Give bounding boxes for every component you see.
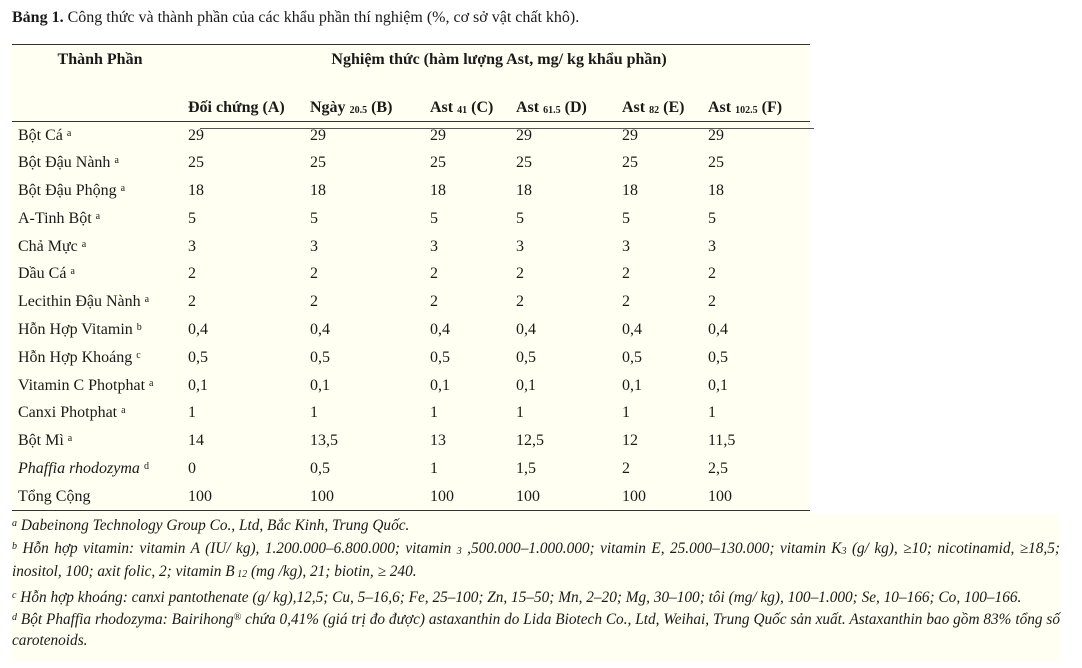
value-cell: 1 <box>430 404 438 422</box>
table-row <box>12 260 810 288</box>
value-cell: 25 <box>310 154 326 172</box>
table-row <box>12 455 810 483</box>
value-cell: 1 <box>516 404 524 422</box>
value-cell: 29 <box>622 126 638 144</box>
value-cell: 100 <box>304 483 424 511</box>
value-cell: 2 <box>188 293 196 311</box>
footnote-a: $^a$ Dabeinong Technology Group Co., Ltd, Bắc Kinh, Trung Quốc. <box>12 517 410 534</box>
value-cell: 2,5 <box>708 459 728 477</box>
ingredient-name: Vitamin C Photphat $^a$ <box>18 376 154 394</box>
table-row <box>12 344 810 372</box>
footnote-b: $^b$ Hỗn hợp vitamin: vitamin A (IU/ kg), 1.200.000–6.800.000; vitamin $_3$ ,500.000–1.000.000; vitamin E, 25.000–130.000; vitamin $K_3$ (g/ kg), ≥10; nicotinamid, ≥18,5; inositol, 100; axit folic, 2; vitamin B $_{12}$ (mg /kg), 21; biotin, ≥ 240. <box>12 539 1061 580</box>
value-cell: 13 <box>430 432 446 450</box>
header-divider <box>200 128 814 129</box>
value-cell: 3 <box>622 237 630 255</box>
value-cell: 29 <box>430 126 446 144</box>
value-cell: 2 <box>622 459 630 477</box>
value-cell: 0,4 <box>622 320 642 338</box>
footnote-c: $^c$ Hỗn hợp khoáng: canxi pantothenate (g/ kg),12,5; Cu, 5–16,6; Fe, 25–100; Zn, 15–50; Mn, 2–20; Mg, 30–100; tôi (mg/ kg), 100–1.000; Se, 10–166; Co, 100–166. <box>12 588 1022 606</box>
value-cell: 14 <box>188 432 204 450</box>
value-cell: 0,5 <box>708 348 728 366</box>
value-cell: 0,4 <box>188 320 208 338</box>
value-cell: 3 <box>516 237 524 255</box>
table-row <box>12 483 810 511</box>
value-cell: 5 <box>622 209 630 227</box>
table-row <box>12 233 810 261</box>
value-cell: 2 <box>310 265 318 283</box>
value-cell: 0,1 <box>310 376 330 394</box>
value-cell: 0,5 <box>188 348 208 366</box>
value-cell: 18 <box>430 181 446 199</box>
value-cell: 5 <box>516 209 524 227</box>
value-cell: 0,5 <box>622 348 642 366</box>
value-cell: 100 <box>424 483 510 511</box>
value-cell: 25 <box>516 154 532 172</box>
value-cell: 5 <box>708 209 716 227</box>
value-cell: 3 <box>430 237 438 255</box>
header-treatments: Nghiệm thức (hàm lượng Ast, mg/ kg khẩu phần) <box>182 45 810 86</box>
table-row <box>12 399 810 427</box>
value-cell: 12,5 <box>516 432 544 450</box>
value-cell: 0,1 <box>622 376 642 394</box>
value-cell: 2 <box>708 293 716 311</box>
value-cell: 5 <box>430 209 438 227</box>
value-cell: 0,1 <box>516 376 536 394</box>
value-cell: 100 <box>182 483 304 511</box>
column-header-1: Ngày $_{20.5}$ (B) <box>304 86 424 122</box>
caption-text: Công thức và thành phần của các khẩu phần thí nghiệm (%, cơ sở vật chất khô). <box>63 9 580 26</box>
table-row <box>12 288 810 316</box>
column-header-2: Ast $_{41}$ (C) <box>424 86 510 122</box>
value-cell: 18 <box>708 181 724 199</box>
value-cell: 0 <box>188 459 196 477</box>
ingredient-name: Phaffia rhodozyma $^d$ <box>18 459 149 477</box>
value-cell: 100 <box>510 483 616 511</box>
value-cell: 1 <box>430 459 438 477</box>
column-header-4: Ast $_{82}$ (E) <box>616 86 702 122</box>
column-header-5: Ast $_{102.5}$ (F) <box>702 86 810 122</box>
value-cell: 3 <box>188 237 196 255</box>
table-row <box>12 427 810 455</box>
value-cell: 0,5 <box>516 348 536 366</box>
value-cell: 2 <box>622 293 630 311</box>
value-cell: 2 <box>430 293 438 311</box>
ingredient-name: Chả Mực $^a$ <box>18 237 87 255</box>
value-cell: 2 <box>516 265 524 283</box>
value-cell: 11,5 <box>708 432 736 450</box>
table-caption <box>12 9 579 27</box>
ingredient-name: Lecithin Đậu Nành $^a$ <box>18 293 150 311</box>
value-cell: 18 <box>622 181 638 199</box>
value-cell: 0,4 <box>708 320 728 338</box>
value-cell: 1 <box>708 404 716 422</box>
value-cell: 29 <box>188 126 204 144</box>
value-cell: 0,5 <box>310 459 330 477</box>
value-cell: 25 <box>188 154 204 172</box>
value-cell: 29 <box>516 126 532 144</box>
footnote-d: $^d$ Bột Phaffia rhodozyma: Bairihong® chứa 0,41% (giá trị đo được) astaxanthin do Lida Biotech Co., Ltd, Weihai, Trung Quốc sản xuất. Astaxanthin bao gồm 83% tổng số carotenoids. <box>12 611 1060 649</box>
value-cell: 0,4 <box>430 320 450 338</box>
value-cell: 0,1 <box>708 376 728 394</box>
value-cell: 100 <box>616 483 702 511</box>
value-cell: 29 <box>708 126 724 144</box>
header-ingredients: Thành Phần <box>12 45 182 122</box>
ingredient-name: Bột Mì $^a$ <box>18 432 73 450</box>
value-cell: 3 <box>708 237 716 255</box>
value-cell: 5 <box>310 209 318 227</box>
value-cell: 2 <box>622 265 630 283</box>
value-cell: 1,5 <box>516 459 536 477</box>
table-row <box>12 316 810 344</box>
ingredient-name: Hỗn Hợp Vitamin $^b$ <box>18 320 142 338</box>
table-row <box>12 177 810 205</box>
table-row <box>12 149 810 177</box>
ingredient-name: Dầu Cá $^a$ <box>18 265 75 283</box>
value-cell: 1 <box>310 404 318 422</box>
value-cell: 5 <box>188 209 196 227</box>
ingredient-name: Bột Cá $^a$ <box>18 126 72 144</box>
ingredient-name: Hỗn Hợp Khoáng $^c$ <box>18 348 141 366</box>
value-cell: 0,5 <box>310 348 330 366</box>
table-row <box>12 372 810 400</box>
value-cell: 12 <box>622 432 638 450</box>
value-cell: 25 <box>430 154 446 172</box>
composition-table <box>12 44 810 514</box>
value-cell: 1 <box>188 404 196 422</box>
table-row <box>12 205 810 233</box>
ingredient-name: Canxi Photphat $^a$ <box>18 404 126 422</box>
column-header-3: Ast $_{61.5}$ (D) <box>510 86 616 122</box>
value-cell: 0,4 <box>310 320 330 338</box>
ingredient-name: Bột Đậu Nành $^a$ <box>18 154 119 172</box>
value-cell: 29 <box>310 126 326 144</box>
value-cell: 18 <box>516 181 532 199</box>
value-cell: 25 <box>708 154 724 172</box>
value-cell: 18 <box>310 181 326 199</box>
value-cell: 2 <box>430 265 438 283</box>
value-cell: 2 <box>516 293 524 311</box>
ingredient-name: A-Tinh Bột $^a$ <box>18 209 101 227</box>
value-cell: 2 <box>188 265 196 283</box>
value-cell: 0,4 <box>516 320 536 338</box>
value-cell: 0,1 <box>188 376 208 394</box>
caption-label: Bảng 1. <box>12 9 64 26</box>
table-row <box>12 122 810 150</box>
value-cell: 2 <box>708 265 716 283</box>
value-cell: 18 <box>188 181 204 199</box>
value-cell: 25 <box>622 154 638 172</box>
value-cell: 2 <box>310 293 318 311</box>
value-cell: 13,5 <box>310 432 338 450</box>
ingredient-name: Bột Đậu Phộng $^a$ <box>18 181 126 199</box>
value-cell: 1 <box>622 404 630 422</box>
table-footnotes <box>12 514 1060 662</box>
value-cell: 3 <box>310 237 318 255</box>
ingredient-name: Tổng Cộng <box>12 483 182 511</box>
value-cell: 0,5 <box>430 348 450 366</box>
column-header-0: Đối chứng (A) <box>182 86 304 122</box>
value-cell: 100 <box>702 483 810 511</box>
value-cell: 0,1 <box>430 376 450 394</box>
